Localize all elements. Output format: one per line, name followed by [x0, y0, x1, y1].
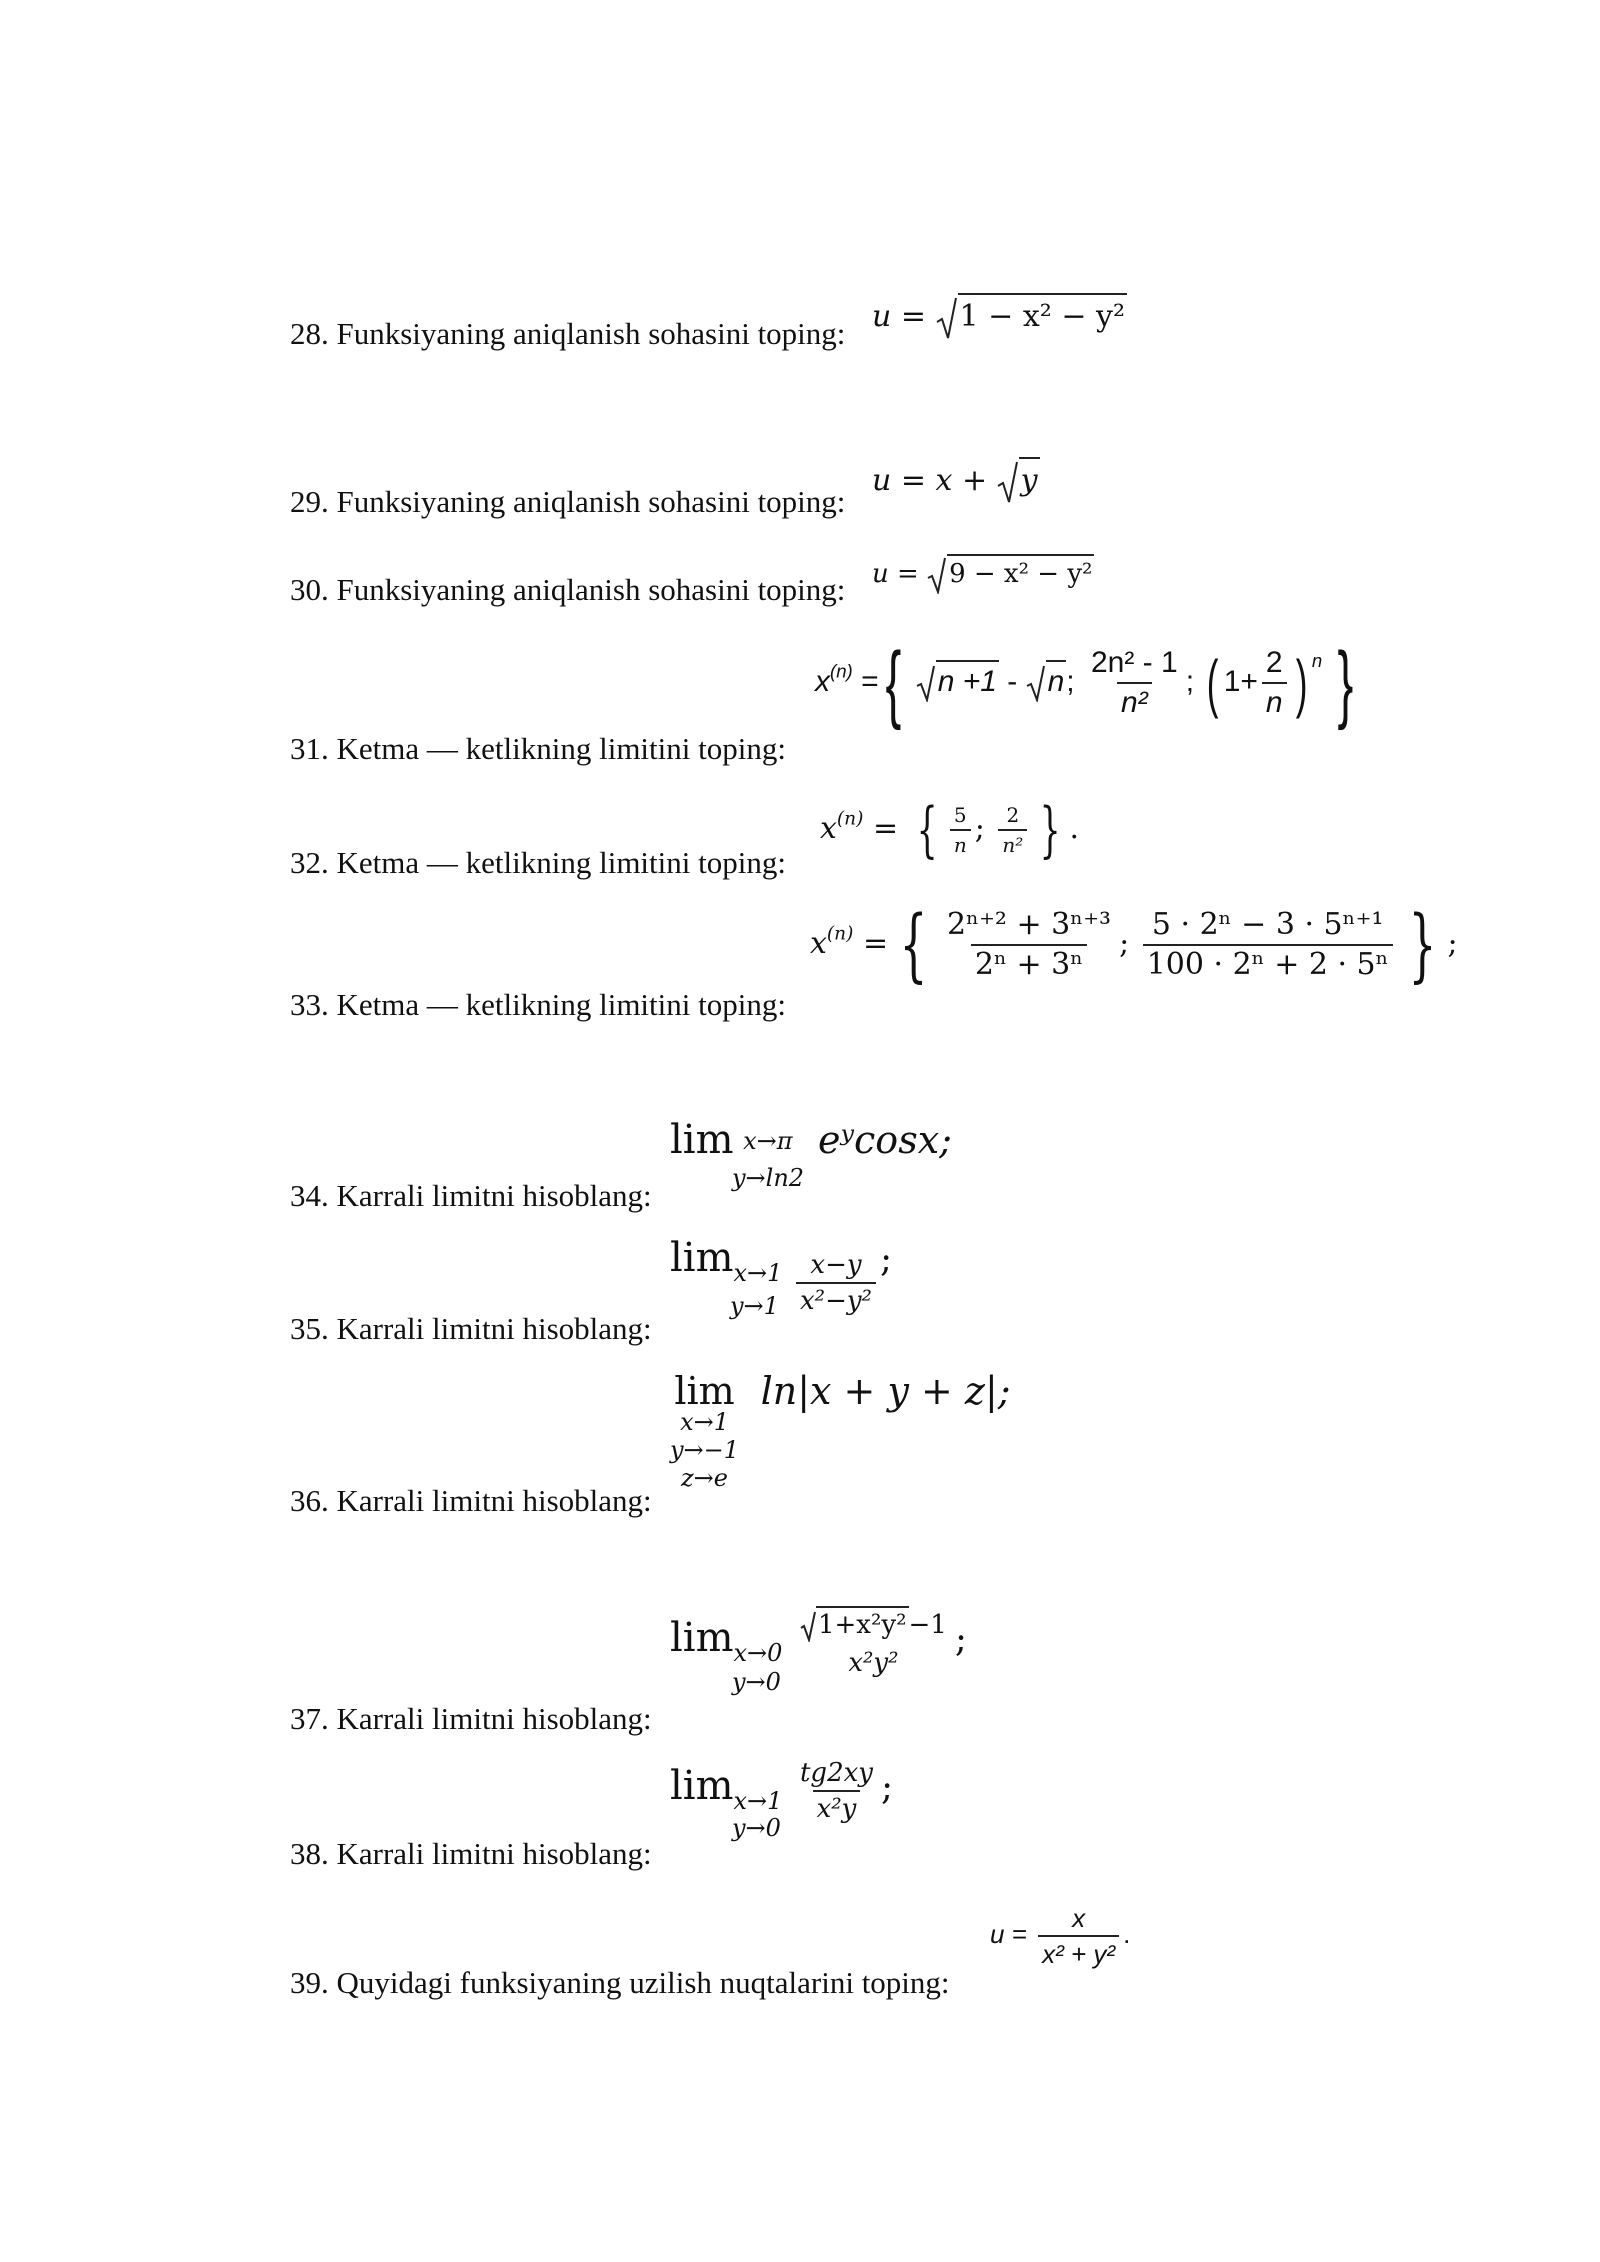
- fraction: [1262, 648, 1287, 718]
- problem-38: [290, 1838, 652, 1869]
- problem-number: 28.: [290, 316, 329, 351]
- denominator: x² + y²: [1038, 1935, 1119, 1967]
- numerator-tail: −1: [908, 1610, 947, 1640]
- lim-subscript-y: y→0: [732, 1668, 781, 1696]
- problem-31: [290, 733, 786, 764]
- lim-subscript-x: x→1: [733, 1787, 783, 1815]
- minus-sign: -: [1007, 664, 1018, 698]
- separator: ;: [1185, 664, 1195, 698]
- formula-38: [670, 1758, 894, 1842]
- numerator: 2ⁿ⁺² + 3ⁿ⁺³: [947, 907, 1112, 942]
- formula-31: [815, 635, 1359, 731]
- numerator: 5 · 2ⁿ − 3 · 5ⁿ⁺¹: [1151, 907, 1384, 942]
- fraction: [1143, 907, 1393, 982]
- denominator: 100 · 2ⁿ + 2 · 5ⁿ: [1143, 944, 1393, 980]
- denominator: x²y²: [848, 1648, 899, 1678]
- problem-number: 29.: [290, 484, 329, 519]
- problem-28: [290, 318, 845, 349]
- problem-34: [290, 1180, 652, 1211]
- problem-text: Funksiyaning aniqlanish sohasini toping:: [336, 572, 846, 607]
- problem-33: [290, 989, 786, 1020]
- left-paren-icon: (: [1207, 647, 1219, 719]
- end-mark: ;: [879, 1239, 893, 1280]
- problem-text: Quyidagi funksiyaning uzilish nuqtalarini toping:: [336, 1965, 950, 2000]
- formula-29: [872, 460, 1040, 504]
- problem-number: 31.: [290, 731, 329, 766]
- lim-operator: lim: [674, 1369, 735, 1413]
- numerator: [796, 1610, 951, 1646]
- right-brace-icon: }: [1039, 795, 1061, 865]
- formula-lhs: x: [815, 664, 830, 698]
- lim-operator: lim: [670, 1117, 734, 1163]
- equals-sign: =: [861, 664, 879, 698]
- radical: [916, 664, 999, 702]
- separator: ;: [1066, 664, 1075, 698]
- radicand: n +1: [936, 660, 999, 698]
- radical: [997, 460, 1040, 504]
- superscript: (n): [826, 923, 854, 945]
- problem-text: Ketma — ketlikning limitini toping:: [336, 987, 786, 1022]
- numerator: tg2xy: [799, 1758, 873, 1788]
- problem-text: Karrali limitni hisoblang:: [336, 1836, 652, 1871]
- denominator: n: [1262, 682, 1287, 718]
- problem-32: [290, 847, 786, 878]
- formula-37: [670, 1610, 967, 1696]
- fraction: [796, 1760, 877, 1822]
- denominator: x²−y²: [796, 1282, 876, 1314]
- lim-subscript-x: x→π: [743, 1127, 793, 1155]
- formula-34: [670, 1117, 952, 1192]
- problem-text: Funksiyaning aniqlanish sohasini toping:: [336, 484, 846, 519]
- numerator: x−y: [810, 1250, 862, 1280]
- superscript: (n): [836, 808, 864, 830]
- radical: [1026, 664, 1067, 702]
- numerator: x: [1072, 1903, 1086, 1933]
- problem-number: 30.: [290, 572, 329, 607]
- formula-32: [820, 795, 1080, 865]
- problem-number: 33.: [290, 987, 329, 1022]
- problem-number: 38.: [290, 1836, 329, 1871]
- lim-subscript-y: y→ln2: [732, 1164, 805, 1192]
- numerator: 5: [953, 803, 967, 827]
- denominator: x²y: [813, 1790, 861, 1822]
- radicand: n: [1046, 660, 1067, 698]
- separator: ;: [1119, 926, 1130, 961]
- equals-sign: =: [862, 926, 889, 961]
- denominator: n²: [1117, 682, 1152, 718]
- left-brace-icon: {: [916, 795, 938, 865]
- formula-39: [990, 1905, 1130, 1967]
- exponent: n: [1311, 649, 1323, 671]
- lim-operator: lim: [670, 1763, 734, 1809]
- problem-number: 39.: [290, 1965, 329, 2000]
- numerator: 2n² - 1: [1090, 646, 1178, 679]
- radical: [800, 1610, 909, 1642]
- equals-sign: =: [872, 811, 899, 846]
- fraction: [796, 1252, 876, 1314]
- formula-lhs: x: [820, 811, 837, 846]
- problem-text: Karrali limitni hisoblang:: [336, 1178, 652, 1213]
- fraction: [950, 805, 971, 855]
- problem-text: Ketma — ketlikning limitini toping:: [336, 731, 786, 766]
- problem-number: 35.: [290, 1311, 329, 1346]
- right-paren-icon: ): [1295, 647, 1308, 719]
- lim-subscript-y: y→1: [730, 1292, 779, 1320]
- problem-number: 34.: [290, 1178, 329, 1213]
- lim-subscript-x: x→0: [733, 1639, 783, 1667]
- radicand: 1+x²y²: [816, 1606, 909, 1640]
- formula-lhs: u =: [990, 1918, 1027, 1949]
- end-mark: ;: [880, 1767, 894, 1808]
- formula-lhs: u =: [872, 299, 926, 334]
- problem-text: Funksiyaning aniqlanish sohasini toping:: [336, 316, 846, 351]
- formula-35: [670, 1235, 893, 1320]
- left-brace-icon: {: [899, 898, 928, 991]
- one-plus: 1+: [1223, 664, 1258, 698]
- numerator: 2: [1265, 646, 1283, 679]
- fraction: [796, 1610, 951, 1676]
- denominator: n²: [998, 829, 1027, 855]
- problem-text: Karrali limitni hisoblang:: [336, 1311, 652, 1346]
- problem-number: 37.: [290, 1701, 329, 1736]
- lim-subscript-z: z→e: [681, 1464, 728, 1492]
- problem-number: 32.: [290, 845, 329, 880]
- problem-36: [290, 1485, 652, 1516]
- problem-39: [290, 1967, 950, 1998]
- formula-lhs: x: [810, 926, 827, 961]
- lim-block: [670, 1369, 740, 1492]
- denominator: n: [950, 829, 971, 855]
- right-brace-icon: }: [1408, 898, 1437, 991]
- end-mark: .: [1069, 811, 1080, 846]
- formula-lhs: u =: [872, 559, 919, 589]
- problem-text: Karrali limitni hisoblang:: [336, 1483, 652, 1518]
- numerator: 2: [1006, 803, 1020, 827]
- fraction: [1087, 648, 1182, 718]
- formula-33: [810, 898, 1458, 991]
- fraction: [1038, 1905, 1119, 1967]
- radicand: 1 − x² − y²: [958, 293, 1127, 334]
- radicand: y: [1019, 457, 1040, 498]
- left-brace-icon: {: [885, 635, 901, 731]
- lim-subscript-x: x→1: [680, 1408, 729, 1436]
- problem-37: [290, 1703, 652, 1734]
- problem-35: [290, 1313, 652, 1344]
- lim-expression: ln|x + y + z|;: [760, 1369, 1011, 1413]
- problem-text: Ketma — ketlikning limitini toping:: [336, 845, 786, 880]
- denominator: 2ⁿ + 3ⁿ: [971, 944, 1087, 980]
- lim-operator: lim: [670, 1615, 734, 1661]
- fraction: [998, 805, 1027, 855]
- formula-lhs: u = x +: [872, 463, 988, 498]
- lim-subscript-y: y→0: [732, 1814, 781, 1842]
- problem-number: 36.: [290, 1483, 329, 1518]
- separator: ;: [974, 811, 985, 846]
- radical: [927, 556, 1094, 594]
- superscript: (n): [830, 660, 853, 682]
- fraction: [943, 907, 1115, 982]
- right-brace-icon: }: [1337, 635, 1353, 731]
- end-mark: .: [1123, 1918, 1131, 1949]
- end-mark: ;: [954, 1619, 967, 1660]
- problem-text: Karrali limitni hisoblang:: [336, 1701, 652, 1736]
- lim-subscript-x: x→1: [733, 1259, 783, 1287]
- radicand: 9 − x² − y²: [947, 554, 1094, 589]
- formula-30: [872, 556, 1094, 594]
- problem-30: [290, 574, 845, 605]
- formula-36: [670, 1369, 1011, 1492]
- end-mark: ;: [1447, 926, 1458, 961]
- lim-subscript-y: y→−1: [670, 1436, 740, 1464]
- lim-operator: lim: [670, 1235, 734, 1281]
- problem-29: [290, 486, 845, 517]
- lim-expression: eʸcosx;: [818, 1118, 952, 1162]
- radical: [936, 296, 1127, 340]
- formula-28: [872, 296, 1127, 340]
